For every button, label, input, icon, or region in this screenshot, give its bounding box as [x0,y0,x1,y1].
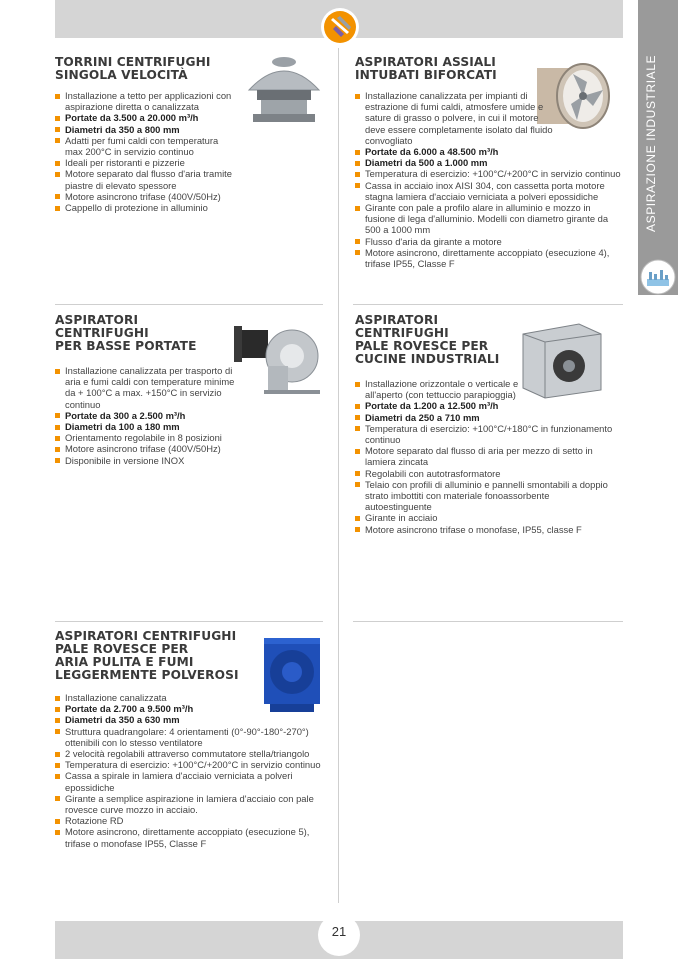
product-title: ASPIRATORI CENTRIFUGHI PALE ROVESCE PER CUCINE INDUSTRIALI [355,313,500,366]
feature-item: Girante in acciaio [355,512,623,523]
feature-item: 2 velocità regolabili attraverso commutatore stella/triangolo [55,748,325,759]
feature-item-flow: Portate da 3.500 a 20.000 m³/h [55,112,235,123]
feature-list [55,692,325,849]
feature-item: Orientamento regolabile in 8 posizioni [55,432,325,443]
feature-item: Telaio con profili di alluminio e pannelli smontabili a doppio strato imbottiti con materiale fonoassorbente autoestinguente [355,479,615,513]
feature-list [355,378,623,535]
feature-list [355,90,623,269]
feature-item: Cappello di protezione in alluminio [55,202,235,213]
section-divider [55,304,323,305]
product-kitchen-backward-blade [355,314,623,535]
product-axial-ducted [355,55,621,270]
feature-item: Motore separato dal flusso di aria per mezzo di setto in lamiera zincata [355,445,620,467]
product-title: ASPIRATORI ASSIALI INTUBATI BIFORCATI [355,55,497,82]
feature-item: Adatti per fumi caldi con temperatura max 200°C in servizio continuo [55,135,235,157]
brand-logo-icon [320,7,360,47]
side-tab-label: ASPIRAZIONE INDUSTRIALE [644,54,658,232]
product-roof-centrifugal [55,56,235,213]
feature-list [55,90,235,213]
feature-item: Installazione orizzontale o verticale e all'aperto (con tettuccio parapioggia) [355,378,540,400]
feature-item: Temperatura di esercizio: +100°C/+200°C in servizio continuo [355,168,623,179]
feature-item: Regolabili con autotrasformatore [355,468,623,479]
feature-item: Cassa a spirale in lamiera d'acciaio verniciata a polveri epossidiche [55,770,325,792]
feature-list [55,365,325,466]
feature-item-flow: Portate da 1.200 a 12.500 m³/h [355,400,623,411]
feature-item: Rotazione RD [55,815,325,826]
feature-item-flow: Portate da 6.000 a 48.500 m³/h [355,146,623,157]
section-divider [353,621,623,622]
feature-item: Temperatura di esercizio: +100°C/+200°C in servizio continuo [55,759,325,770]
feature-item: Installazione canalizzata [55,692,325,703]
feature-item: Girante con pale a profilo alare in alluminio e mozzo in fusione di lega d'alluminio. Modelli con diametro girante da 500 a 1000 mm [355,202,623,236]
feature-item: Motore asincrono, direttamente accoppiato (esecuzione 5), trifase o monofase IP55, Classe F [55,826,325,848]
feature-item: Cassa in acciaio inox AISI 304, con cassetta porta motore stagna lamiera d'acciaio verniciata a polveri epossidiche [355,180,623,202]
section-divider [55,621,323,622]
feature-item: Temperatura di esercizio: +100°C/+180°C in funzionamento continuo [355,423,623,445]
feature-item-diameter: Diametri da 250 a 710 mm [355,412,623,423]
feature-item: Installazione canalizzata per trasporto di aria e fumi caldi con temperature minime da + 100°C a max. +150°C in servizio continuo [55,365,235,410]
product-title: TORRINI CENTRIFUGHI SINGOLA VELOCITÀ [55,55,211,82]
feature-item-diameter: Diametri da 500 a 1.000 mm [355,157,623,168]
feature-item: Disponibile in versione INOX [55,455,325,466]
feature-item-diameter: Diametri da 100 a 180 mm [55,421,325,432]
feature-item: Motore asincrono trifase (400V/50Hz) [55,443,325,454]
column-divider [338,48,339,903]
product-title: ASPIRATORI CENTRIFUGHI PER BASSE PORTATE [55,313,197,353]
feature-item: Installazione canalizzata per impianti di estrazione di fumi caldi, atmosfere umide e sature di grasso o polvere, in cui il motore deve essere completamente isolato dal fluido convogliato [355,90,560,146]
section-divider [353,304,623,305]
feature-item-flow: Portate da 2.700 a 9.500 m³/h [55,703,325,714]
feature-item-diameter: Diametri da 350 a 800 mm [55,124,235,135]
feature-item: Girante a semplice aspirazione in lamiera d'acciaio con pale rovesce curve mozzo in acciaio. [55,793,325,815]
feature-item-diameter: Diametri da 350 a 630 mm [55,714,325,725]
industrial-plant-icon [640,259,676,295]
feature-item: Motore asincrono, direttamente accoppiato (esecuzione 4), trifase IP55, Classe F [355,247,623,269]
feature-item: Motore asincrono trifase o monofase, IP55, classe F [355,524,623,535]
feature-item-flow: Portate da 300 a 2.500 m³/h [55,410,325,421]
product-low-flow-centrifugal [55,314,325,466]
feature-item: Flusso d'aria da girante a motore [355,236,623,247]
page-number: 21 [318,914,360,956]
product-clean-air-backward-blade [55,630,325,849]
feature-item: Motore separato dal flusso d'aria tramite piastre di elevato spessore [55,168,235,190]
feature-item: Installazione a tetto per applicazioni con aspirazione diretta o canalizzata [55,90,235,112]
feature-item: Ideali per ristoranti e pizzerie [55,157,235,168]
product-title: ASPIRATORI CENTRIFUGHI PALE ROVESCE PER ARIA PULITA E FUMI LEGGERMENTE POLVEROSI [55,629,239,682]
roof-fan-image [243,52,325,130]
feature-item: Struttura quadrangolare: 4 orientamenti (0°-90°-180°-270°) ottenibili con lo stesso ventilatore [55,726,325,748]
feature-item: Motore asincrono trifase (400V/50Hz) [55,191,235,202]
